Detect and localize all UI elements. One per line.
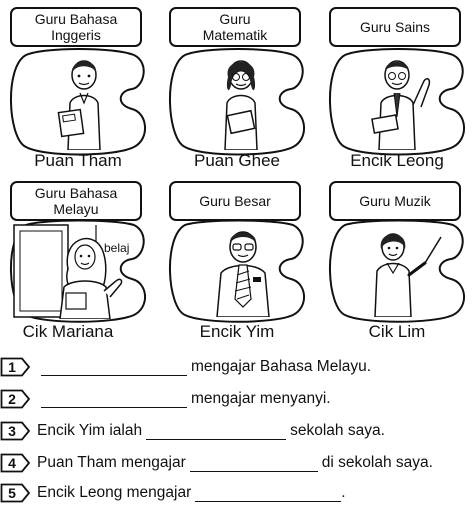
- board-text: belaj: [104, 241, 130, 255]
- teacher-figure-encik-leong: [365, 55, 435, 150]
- question-number-badge-4: [0, 453, 31, 473]
- question-row-3: [0, 419, 385, 443]
- question-row-1: [0, 355, 371, 379]
- teacher-name-3: Encik Leong: [350, 151, 444, 170]
- answer-blank-2[interactable]: [41, 391, 187, 408]
- teacher-label-2-line-2: Matematik: [202, 27, 268, 43]
- teacher-label-1: [10, 7, 142, 47]
- question-text-after-1: mengajar Bahasa Melayu.: [191, 358, 372, 375]
- teacher-card-1: [8, 7, 148, 177]
- question-number-badge-3: [0, 421, 31, 441]
- answer-blank-5[interactable]: [195, 485, 341, 502]
- teacher-card-2: [167, 7, 307, 177]
- answer-blank-1[interactable]: [41, 359, 187, 376]
- answer-blank-3[interactable]: [146, 423, 286, 440]
- question-row-5: [0, 481, 346, 505]
- question-text-after-2: mengajar menyanyi.: [191, 390, 331, 407]
- teacher-label-3: [329, 7, 461, 47]
- question-number-2: 2: [8, 391, 16, 407]
- teacher-label-6: [329, 181, 461, 221]
- teacher-name-5: Encik Yim: [199, 322, 275, 341]
- question-text-after-3: sekolah saya.: [290, 422, 385, 439]
- question-text-before-4: Puan Tham mengajar: [37, 454, 186, 471]
- teacher-name-6: Cik Lim: [368, 322, 426, 341]
- teacher-figure-cik-lim: [363, 227, 443, 317]
- teacher-label-4-line-2: Melayu: [53, 201, 99, 217]
- question-number-3: 3: [8, 423, 16, 439]
- teacher-label-6-line-1: Guru Muzik: [359, 193, 431, 209]
- teacher-label-4-line-1: Guru Bahasa: [34, 185, 118, 201]
- question-number-badge-5: [0, 483, 31, 503]
- question-number-badge-2: [0, 389, 31, 409]
- teacher-label-1-line-1: Guru Bahasa: [34, 11, 118, 27]
- question-number-1: 1: [8, 359, 16, 375]
- teacher-figure-cik-mariana: [52, 229, 124, 319]
- question-row-2: [0, 387, 331, 411]
- teacher-card-6: [327, 181, 467, 341]
- teacher-label-1-line-2: Inggeris: [51, 27, 101, 43]
- question-row-4: [0, 451, 433, 475]
- teacher-label-5: [169, 181, 301, 221]
- question-text-after-4: di sekolah saya.: [321, 454, 433, 471]
- teacher-name-2: Puan Ghee: [193, 151, 280, 170]
- teacher-figure-puan-ghee: [211, 55, 271, 150]
- question-text-before-3: Encik Yim ialah: [37, 422, 143, 439]
- teacher-card-4: [8, 181, 148, 341]
- teacher-name-4: Cik Mariana: [22, 322, 114, 341]
- teacher-figure-encik-yim: [211, 227, 275, 317]
- teacher-card-3: [327, 7, 467, 177]
- teacher-label-2-line-1: Guru: [219, 11, 251, 27]
- teacher-label-2: [169, 7, 301, 47]
- question-number-badge-1: [0, 357, 31, 377]
- teacher-label-3-line-1: Guru Sains: [359, 19, 431, 35]
- question-number-4: 4: [8, 455, 16, 471]
- teacher-label-5-line-1: Guru Besar: [199, 193, 271, 209]
- teacher-label-4: [10, 181, 142, 221]
- question-number-5: 5: [8, 485, 16, 501]
- teacher-name-1: Puan Tham: [34, 151, 122, 170]
- answer-blank-4[interactable]: [190, 455, 318, 472]
- question-text-before-5: Encik Leong mengajar: [37, 484, 192, 501]
- teacher-figure-puan-tham: [54, 55, 114, 150]
- teacher-card-5: [167, 181, 307, 341]
- question-text-after-5: .: [341, 484, 346, 501]
